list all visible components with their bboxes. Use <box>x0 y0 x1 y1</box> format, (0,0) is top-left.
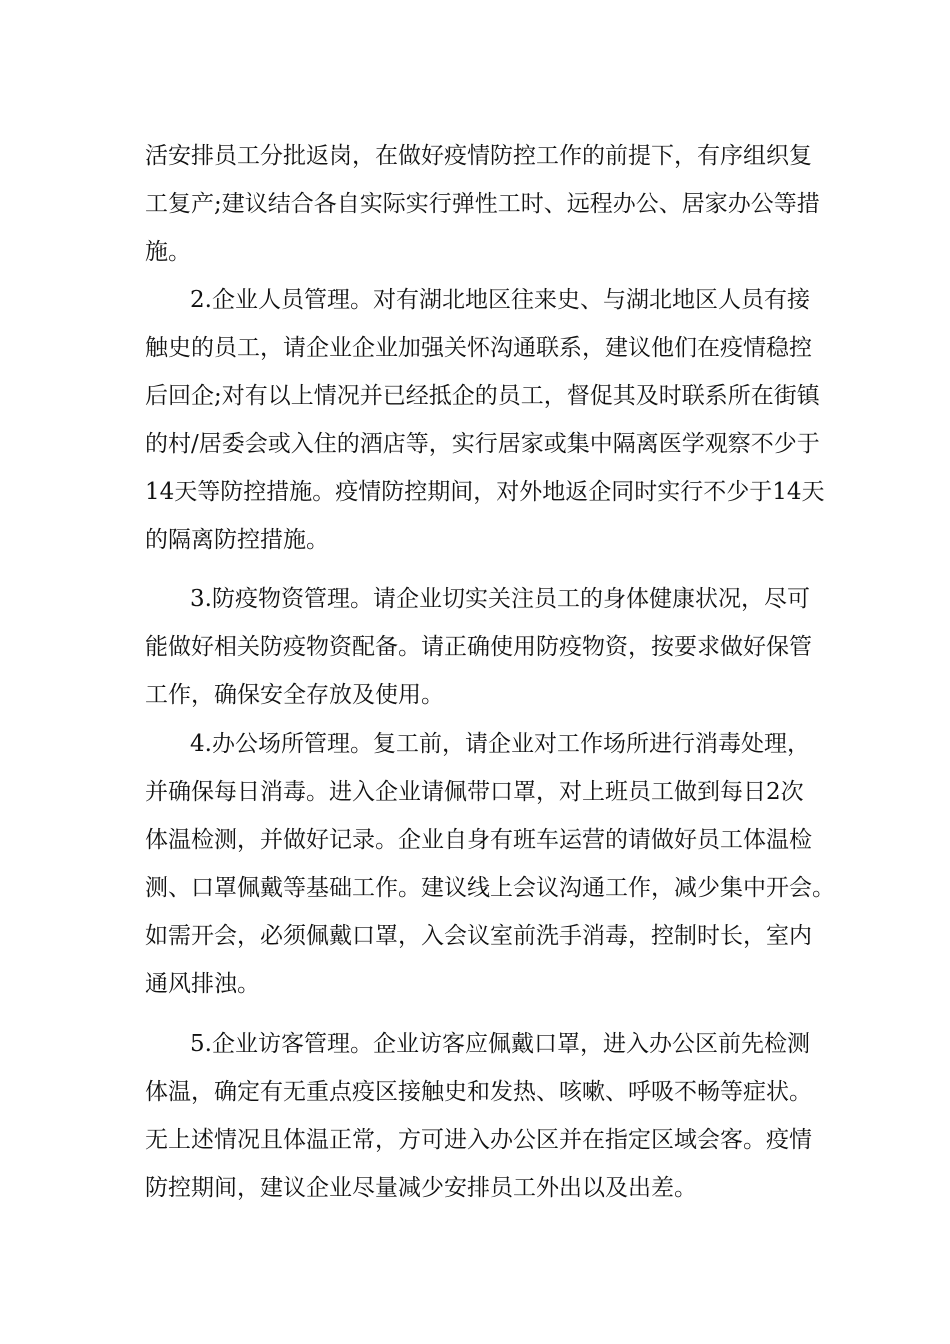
paragraph-5-line-1: 5.企业访客管理。企业访客应佩戴口罩，进入办公区前先检测 <box>190 1031 810 1057</box>
paragraph-4-line-2: 并确保每日消毒。进入企业请佩带口罩，对上班员工做到每日2次 <box>145 779 804 805</box>
paragraph-3-line-1: 3.防疫物资管理。请企业切实关注员工的身体健康状况，尽可 <box>190 586 810 612</box>
paragraph-2-line-1: 2.企业人员管理。对有湖北地区往来史、与湖北地区人员有接 <box>190 287 810 313</box>
paragraph-5-line-3: 无上述情况且体温正常，方可进入办公区并在指定区域会客。疫情 <box>145 1127 812 1153</box>
paragraph-2-line-6: 的隔离防控措施。 <box>145 527 329 553</box>
paragraph-1-line-2: 工复产;建议结合各自实际实行弹性工时、远程办公、居家办公等措 <box>145 191 820 217</box>
paragraph-4-line-4: 测、口罩佩戴等基础工作。建议线上会议沟通工作，减少集中开会。 <box>145 875 835 901</box>
paragraph-2-line-2: 触史的员工，请企业企业加强关怀沟通联系，建议他们在疫情稳控 <box>145 335 812 361</box>
paragraph-4-line-5: 如需开会，必须佩戴口罩，入会议室前洗手消毒，控制时长，室内 <box>145 923 812 949</box>
paragraph-4-line-1: 4.办公场所管理。复工前，请企业对工作场所进行消毒处理， <box>190 731 810 757</box>
paragraph-5-line-4: 防控期间，建议企业尽量减少安排员工外出以及出差。 <box>145 1175 697 1201</box>
paragraph-3-line-3: 工作，确保安全存放及使用。 <box>145 682 444 708</box>
paragraph-3-line-2: 能做好相关防疫物资配备。请正确使用防疫物资，按要求做好保管 <box>145 634 812 660</box>
paragraph-2-line-5: 14天等防控措施。疫情防控期间，对外地返企同时实行不少于14天 <box>145 479 825 505</box>
paragraph-2-line-3: 后回企;对有以上情况并已经抵企的员工，督促其及时联系所在街镇 <box>145 383 820 409</box>
paragraph-4-line-6: 通风排浊。 <box>145 971 260 997</box>
paragraph-2-line-4: 的村/居委会或入住的酒店等，实行居家或集中隔离医学观察不少于 <box>145 431 820 457</box>
paragraph-5-line-2: 体温，确定有无重点疫区接触史和发热、咳嗽、呼吸不畅等症状。 <box>145 1079 812 1105</box>
paragraph-1-line-3: 施。 <box>145 239 191 265</box>
paragraph-1-line-1: 活安排员工分批返岗，在做好疫情防控工作的前提下，有序组织复 <box>145 143 812 169</box>
paragraph-4-line-3: 体温检测，并做好记录。企业自身有班车运营的请做好员工体温检 <box>145 827 812 853</box>
